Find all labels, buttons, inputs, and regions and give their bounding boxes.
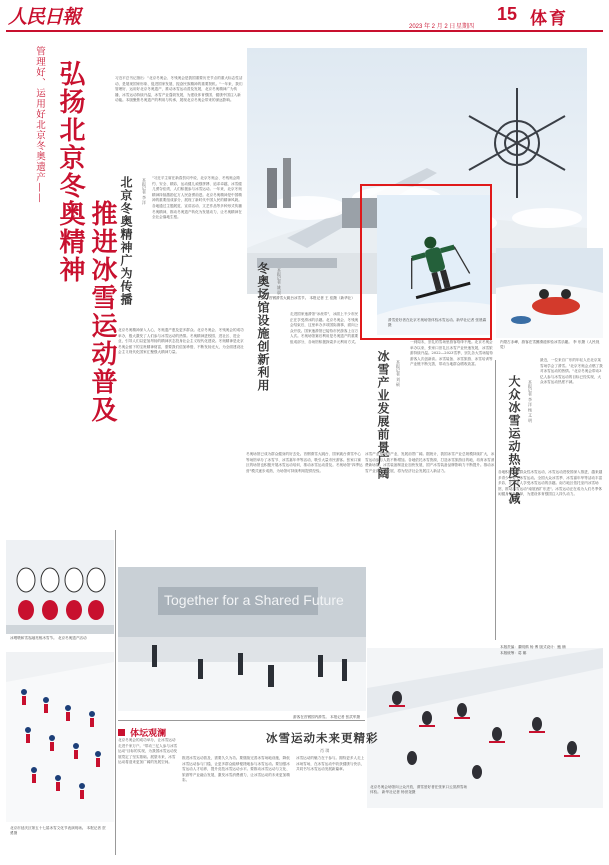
lead-headline-2: 推进冰雪运动普及 xyxy=(87,200,117,424)
issue-weekday: 星期四 xyxy=(456,24,475,30)
lead-body-text: 习近平总书记指出："北京冬奥会、冬残奥会是我国重要历史节点的重大标志性活动，是展现国家形象、促进国家发展、振奋民族精神的重要契机。"一年来，我们管理好、运用好北京冬奥遗产，推动冰雪运动普及发展，北京冬奥精神广为传播，冰雪运动持续升温，冰雪产业蓬勃发展，为建设体育强国、健康中国注入新动能。本版聚焦冬奥遗产的利用与传承，展现北京冬奥会带来的深远影响。 xyxy=(115,76,243,103)
industry-headline: 冰雪产业发展前景广阔 xyxy=(376,350,390,480)
lead-headline-1: 弘扬北京冬奥精神 xyxy=(55,60,85,284)
page-number: 15 xyxy=(497,4,518,24)
spirit-headline: 北京冬奥精神广为传播 xyxy=(119,176,133,306)
industry-body-2: 冰雪产业是朝阳产业，发展前景广阔。据统计，我国冰雪产业总规模持续扩大，冰雪运动参与人数不断增加。各地依托冰雪资源，打造冰雪旅游目的地，培育冰雪消费新场景。冰雪装备制造业加快发展，国产冰雪装备品牌影响力不断提升。推动冰雪产业高质量发展，将为经济社会发展注入新活力。 xyxy=(365,452,495,473)
commentary-body-3: 冰雪运动的魅力在于参与。期待更多人走上冰场雪场，在冰雪运动中收获健康与快乐，共同书写冰雪运动发展新篇章。 xyxy=(296,756,365,772)
tubing-caption: 内蒙古赤峰，游客在雪圈滑道体验冰雪乐趣。 李 东摄（人民视觉） xyxy=(500,340,600,349)
section-name: 体育 xyxy=(530,9,568,29)
venues-headline: 冬奥场馆设施创新利用 xyxy=(256,262,270,392)
editor-credits-2: 本版统筹：葛 娜 xyxy=(500,651,527,655)
commentary-body-2: 推进冰雪运动普及，需要久久为功。要继续完善冰雪场地设施，降低冰雪运动参与门槛，让更多群众能够便捷地参与冰雪运动。要加强冰雪运动人才培养，提升竞技冰雪运动水平。要推动冰雪运动与文化、旅游等产业融合发展，激发冰雪消费潜力，让冰雪运动的未来更加精彩。 xyxy=(182,756,290,783)
venues-body-2: 冬奥场馆已成为群众健身的好去处。首钢滑雪大跳台、国家跳台滑雪中心等场馆举办了冰雪节、冰雪嘉年华等活动，吸引大量市民游客。张家口赛区的场馆也积极开展冰雪运动培训，推动冰雪运动普及。冬奥场馆"四季运营"模式逐步成熟，为场馆可持续利用提供经验。 xyxy=(246,452,363,473)
divider-bottom xyxy=(118,720,365,721)
commentary-body-1: 北京冬奥会的成功举办，让冰雪运动走进千家万户。"带动三亿人参与冰雪运动"目标的实现，为我国冰雪运动发展奠定了坚实基础。展望未来，冰雪运动将迎来更加广阔的发展空间。 xyxy=(118,738,178,765)
snowboarders-photo xyxy=(367,648,603,808)
dancers-caption: 北京市延庆区第五十七届冰雪文化节表演现场。 本报记者 贺 勇摄 xyxy=(10,826,106,835)
spirit-body-1: "习近平主席在新春贺词中说，北京冬奥会、冬残奥会简约、安全、精彩，运动健儿顽强拼搏、追求卓越，冰雪健儿勇夺佳绩，人们积极参与冰雪运动。一年来，北京冬奥精神持续激励亿万人民奋勇前进。北京冬奥精神是中国精神的重要组成部分，展现了新时代中国人民的精神风貌。各地通过主题展览、宣讲活动、文艺作品等多种形式传播冬奥精神，推动冬奥遗产转化为发展动力，让冬奥精神在全社会落地生根。 xyxy=(152,176,242,220)
ski-jump-caption: 上图：首钢滑雪大跳台冰雪节。 本报记者 王 佳摄（新华社） xyxy=(258,296,355,300)
venues-body-1: 走进国家速滑馆"冰丝带"，冰面上不少市民正在享受滑冰的乐趣。北京冬奥会、冬残奥会结束后，这里举办多项国际赛事，面向公众开放。国家速滑馆已接待市民游客上百万人次。冬奥场馆赛后利用是冬奥遗产的重要组成部分，各场馆积极探索多元利用方式。 xyxy=(290,312,359,344)
venues-byline: 本报记者 姚 晨 xyxy=(277,268,282,295)
column-square-icon xyxy=(118,729,125,736)
highlight-box xyxy=(360,184,492,340)
newspaper-logo: 人民日報 xyxy=(8,6,81,28)
stadium-caption: 游客在首钢园内滑雪。 本报记者 张武军摄 xyxy=(293,715,360,719)
tubing-photo xyxy=(496,248,603,338)
spirit-body-2: 北京冬奥精神深入人心，冬奥遗产惠及更多群众。北京冬奥会、冬残奥会的成功举办，极大激发了人们参与冰雪运动的热情。冬奥精神进校园、进社区、进企业，引导人们以更加昂扬的精神状态投身社会主义现代化建设。冬奥精神是北京冬奥会留下的宝贵精神财富，需要我们倍加珍惜，不断发扬光大，为全面建设社会主义现代化国家汇聚强大精神力量。 xyxy=(118,328,244,355)
dancers-photo xyxy=(6,652,114,822)
heat-headline: 大众冰雪运动热度不减 xyxy=(507,375,521,505)
issue-date: 2023 年 2 月 2 日 xyxy=(409,24,456,30)
mascots-photo xyxy=(6,540,114,634)
spirit-byline: 本报记者 李 洋 xyxy=(142,178,147,205)
heat-body-2: 各地积极开展群众性冰雪运动，冰雪运动进校园深入推进，越来越多青少年爱上冰雪运动。全国大众冰雪季、冰雪嘉年华等活动丰富多彩，让更多人享受冰雪运动的乐趣。南方地区依托室内冰雪场馆，推动冰雪运动"南展西扩东进"。冰雪运动正在成为人们冬季休闲健身的新选择，为建设体育强国注入持久动力。 xyxy=(498,470,603,497)
divider-right-col xyxy=(495,360,496,640)
industry-body-1: 一到周末，崇礼的雪场里游客络绎不绝。北京冬奥会举办以来，张家口崇礼区冰雪产业快速发展，冰雪旅游持续升温。2022—2023雪季，崇礼各大雪场接待游客人次创新高。冰雪装备、冰雪旅游、冰雪培训等产业链不断完善，带动当地群众增收致富。 xyxy=(410,340,493,367)
heat-byline: 本报记者 李 洋 杨 文 明 xyxy=(528,380,533,423)
masthead xyxy=(0,0,609,30)
divider-left-col xyxy=(115,530,116,855)
stadium-photo xyxy=(118,567,366,711)
commentary-headline: 冰雪运动未来更精彩 xyxy=(266,731,379,745)
mascots-caption: 冰墩墩和雪容融亮相冰雪节。 北京冬奥遗产活动 xyxy=(10,636,87,640)
column-name: 体坛观澜 xyxy=(130,729,167,739)
editor-credits-1: 本版责编：董明鹤 杨 博 版式设计：鲍 楠 xyxy=(500,645,566,649)
stadium-banner-text: Together for a Shared Future xyxy=(164,592,344,608)
snowboarders-caption: 北京冬奥会场馆向公众开放，滑雪爱好者在张家口云顶滑雪场体验。 新华社记者 杨世尧摄 xyxy=(370,785,468,794)
lead-kicker: 管理好、运用好北京冬奥遗产—— xyxy=(34,46,45,204)
aerials-caption: 滑雪爱好者在北京冬奥场馆体验冰雪运动。新华社记者 张晨霖摄 xyxy=(388,318,487,327)
industry-byline: 本报记者 刘 硕 xyxy=(396,360,401,387)
commentary-byline: 肖 琪 xyxy=(320,748,330,753)
masthead-rule xyxy=(6,30,603,32)
heat-body-1: 最近，一位来自广东的年轻人在北京某雪场学会了滑雪。"北京冬奥会点燃了我对冰雪运动的热情。"北京冬奥会带动3亿人参与冰雪运动的目标已经实现，大众冰雪运动热度不减。 xyxy=(540,358,603,385)
